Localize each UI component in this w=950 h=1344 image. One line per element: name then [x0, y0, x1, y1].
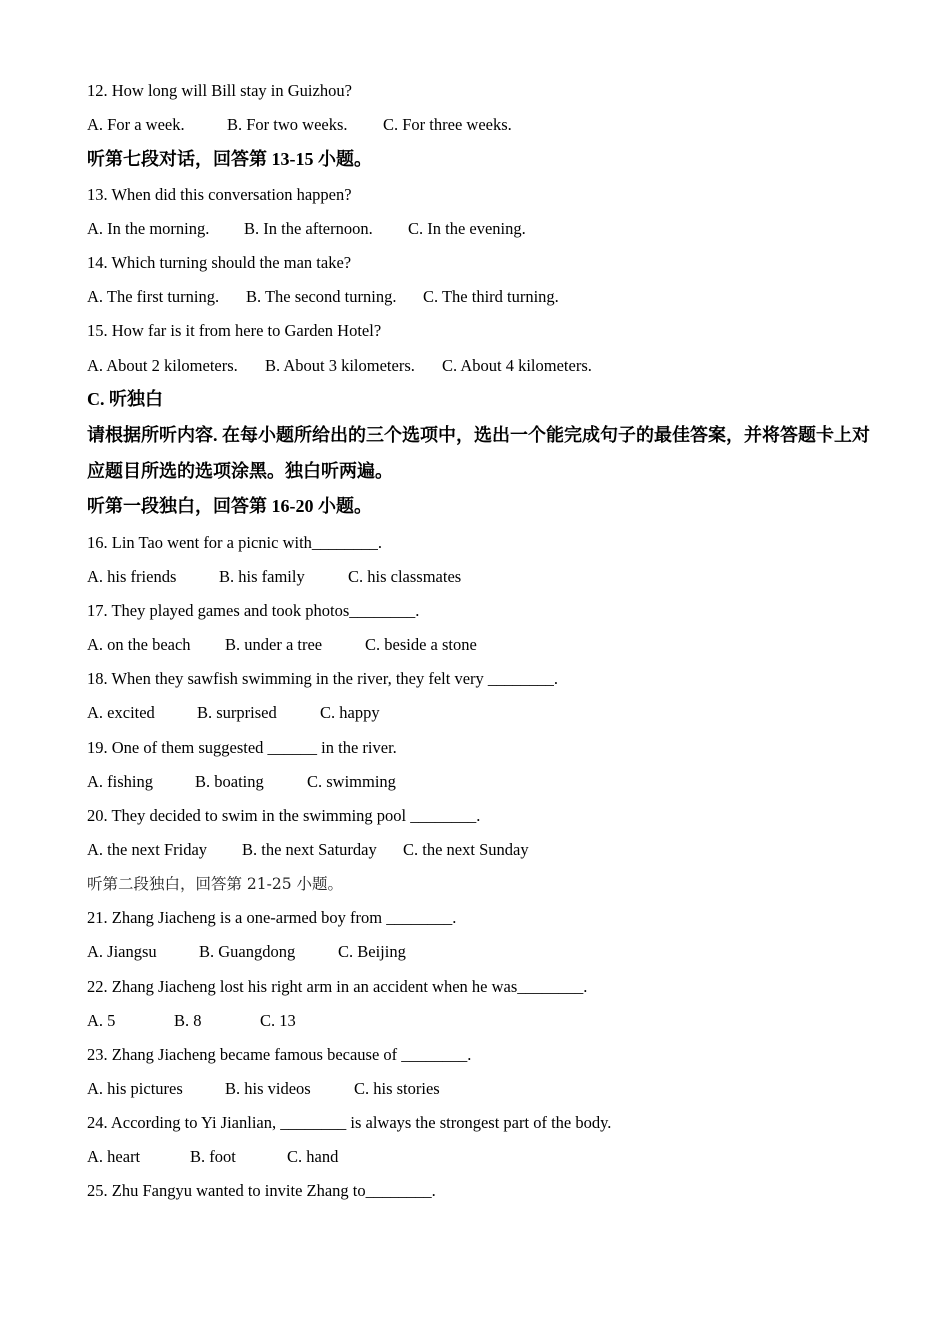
- option-c: C. swimming: [307, 772, 396, 791]
- option-c: C. In the evening.: [408, 219, 526, 238]
- option-b: B. boating: [195, 772, 264, 791]
- option-a: A. For a week.: [87, 115, 185, 134]
- option-b: B. The second turning.: [246, 287, 397, 306]
- option-c: C. beside a stone: [365, 635, 477, 654]
- option-b: B. For two weeks.: [227, 115, 348, 134]
- options-18: [87, 703, 787, 723]
- question-16: 16. Lin Tao went for a picnic with________.: [87, 533, 383, 552]
- option-c: C. For three weeks.: [383, 115, 512, 134]
- section-heading-monologue-1: 听第一段独白，回答第 16-20 小题。: [87, 496, 372, 516]
- option-b: B. Guangdong: [199, 942, 296, 961]
- options-17: [87, 635, 787, 655]
- option-b: B. his videos: [225, 1079, 311, 1098]
- option-b: B. 8: [174, 1011, 202, 1030]
- option-a: A. his pictures: [87, 1079, 183, 1098]
- option-c: C. his classmates: [348, 567, 462, 586]
- option-b: B. the next Saturday: [242, 840, 377, 859]
- options-14: [87, 287, 787, 307]
- option-c: C. About 4 kilometers.: [442, 356, 592, 375]
- option-a: A. Jiangsu: [87, 942, 157, 961]
- options-22: [87, 1011, 787, 1031]
- option-b: B. In the afternoon.: [244, 219, 373, 238]
- option-b: B. under a tree: [225, 635, 323, 654]
- question-25: 25. Zhu Fangyu wanted to invite Zhang to________.: [87, 1181, 436, 1200]
- part-c-heading: C. 听独白: [87, 389, 163, 409]
- option-b: B. his family: [219, 567, 305, 586]
- question-13: 13. When did this conversation happen?: [87, 185, 352, 204]
- option-c: C. 13: [260, 1011, 296, 1030]
- option-a: A. heart: [87, 1147, 141, 1166]
- option-a: A. excited: [87, 703, 155, 722]
- question-17: 17. They played games and took photos________.: [87, 601, 420, 620]
- options-12: [87, 115, 787, 135]
- option-c: C. hand: [287, 1147, 339, 1166]
- option-a: A. In the morning.: [87, 219, 210, 238]
- option-a: A. the next Friday: [87, 840, 208, 859]
- option-a: A. About 2 kilometers.: [87, 356, 238, 375]
- question-18: 18. When they sawfish swimming in the river, they felt very ________.: [87, 669, 559, 688]
- option-b: B. surprised: [197, 703, 277, 722]
- question-24: 24. According to Yi Jianlian, ________ is always the strongest part of the body.: [87, 1113, 612, 1132]
- question-15: 15. How far is it from here to Garden Hotel?: [87, 321, 382, 340]
- question-20: 20. They decided to swim in the swimming pool ________.: [87, 806, 481, 825]
- option-a: A. 5: [87, 1011, 116, 1030]
- options-16: [87, 567, 787, 587]
- question-12: 12. How long will Bill stay in Guizhou?: [87, 81, 352, 100]
- options-20: [87, 840, 787, 860]
- options-13: [87, 219, 787, 239]
- option-b: B. About 3 kilometers.: [265, 356, 415, 375]
- options-21: [87, 942, 787, 962]
- options-24: [87, 1147, 787, 1167]
- option-a: A. on the beach: [87, 635, 191, 654]
- instructions: 请根据所听内容. 在每小题所给出的三个选项中，选出一个能完成句子的最佳答案，并将答题卡上对应题目所选的选项涂黑。独白听两遍。: [87, 425, 870, 481]
- option-c: C. the next Sunday: [403, 840, 529, 859]
- option-a: A. The first turning.: [87, 287, 220, 306]
- question-21: 21. Zhang Jiacheng is a one-armed boy from ________.: [87, 908, 457, 927]
- section-heading-dialogue-7: 听第七段对话，回答第 13-15 小题。: [87, 149, 372, 169]
- option-c: C. The third turning.: [423, 287, 559, 306]
- question-23: 23. Zhang Jiacheng became famous because of ________.: [87, 1045, 472, 1064]
- options-19: [87, 772, 787, 792]
- option-b: B. foot: [190, 1147, 236, 1166]
- section-heading-monologue-2: 听第二段独白，回答第 21-25 小题。: [87, 875, 344, 893]
- question-22: 22. Zhang Jiacheng lost his right arm in an accident when he was________.: [87, 977, 588, 996]
- options-15: [87, 356, 787, 376]
- option-c: C. happy: [320, 703, 380, 722]
- options-23: [87, 1079, 787, 1099]
- question-14: 14. Which turning should the man take?: [87, 253, 352, 272]
- option-c: C. Beijing: [338, 942, 406, 961]
- option-c: C. his stories: [354, 1079, 440, 1098]
- option-a: A. his friends: [87, 567, 177, 586]
- question-19: 19. One of them suggested ______ in the river.: [87, 738, 397, 757]
- option-a: A. fishing: [87, 772, 153, 791]
